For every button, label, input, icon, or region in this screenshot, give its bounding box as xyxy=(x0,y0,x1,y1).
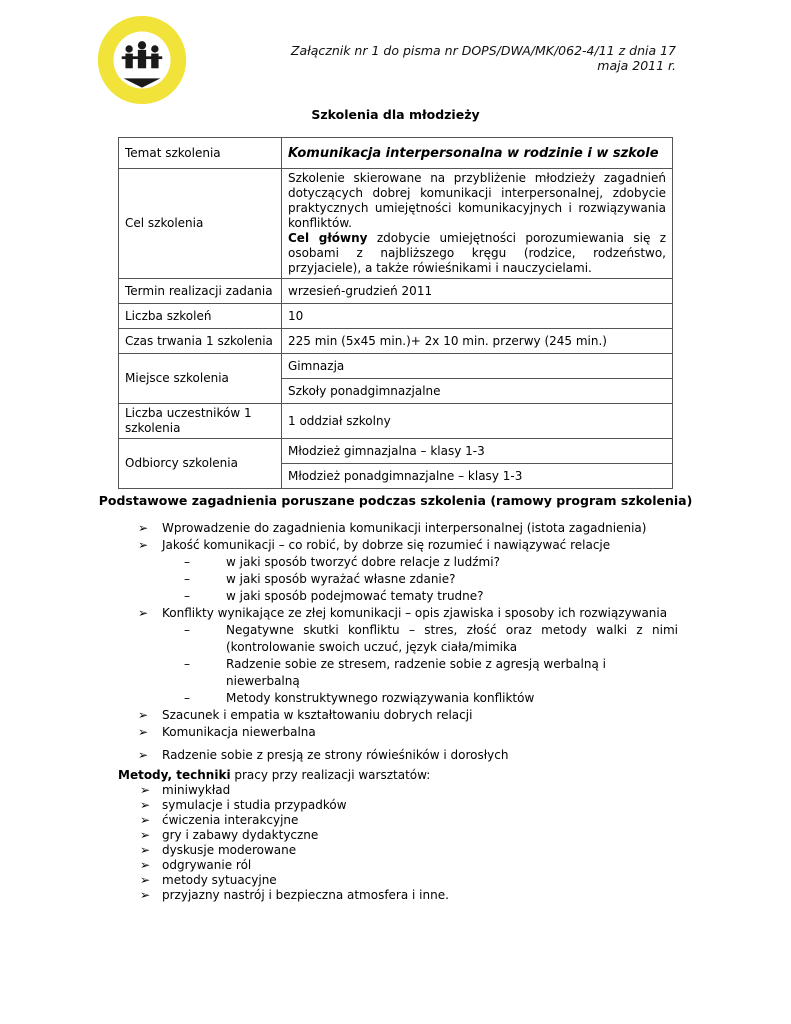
list-item: ➢ Jakość komunikacji – co robić, by dobrze się rozumieć i nawiązywać relacje – w jaki sposób tworzyć dobre relacje z ludźmi? – w jaki sposób wyrażać własne zdanie? – w jaki sposób podejmować tematy trudne? xyxy=(138,537,678,605)
dash-bullet-icon: – xyxy=(184,657,190,671)
sub-list-item: – Metody konstruktywnego rozwiązywania konfliktów xyxy=(184,691,535,705)
goal-label: Cel szkolenia xyxy=(119,169,282,279)
sub-list-item: – w jaki sposób wyrażać własne zdanie? xyxy=(184,572,456,586)
duration-value: 225 min (5x45 min.)+ 2x 10 min. przerwy (245 min.) xyxy=(282,329,673,354)
methods-heading-bold: Metody, techniki xyxy=(118,768,231,782)
list-item: ➢ dyskusje moderowane xyxy=(140,843,297,857)
dash-bullet-icon: – xyxy=(184,623,190,637)
list-item: ➢ metody sytuacyjne xyxy=(140,873,277,887)
arrow-bullet-icon: ➢ xyxy=(140,873,151,887)
methods-list xyxy=(118,783,678,903)
dash-bullet-icon: – xyxy=(184,555,190,569)
list-item: ➢ Komunikacja niewerbalna xyxy=(138,725,316,739)
arrow-bullet-icon: ➢ xyxy=(140,813,151,827)
sub-list-item: – w jaki sposób podejmować tematy trudne? xyxy=(184,589,484,603)
dash-bullet-icon: – xyxy=(184,691,190,705)
arrow-bullet-icon: ➢ xyxy=(138,725,149,739)
methods-section xyxy=(118,768,678,903)
list-item: ➢ miniwykład xyxy=(140,783,231,797)
recipients-label: Odbiorcy szkolenia xyxy=(119,439,282,489)
participants-label: Liczba uczestników 1 szkolenia xyxy=(119,404,282,439)
term-label: Termin realizacji zadania xyxy=(119,279,282,304)
list-item: ➢ gry i zabawy dydaktyczne xyxy=(140,828,319,842)
training-info-table xyxy=(118,137,673,489)
page-title: Szkolenia dla młodzieży xyxy=(311,107,480,122)
recipient-value-2: Młodzież ponadgimnazjalne – klasy 1-3 xyxy=(282,464,673,489)
place-label: Miejsce szkolenia xyxy=(119,354,282,404)
topic-value: Komunikacja interpersonalna w rodzinie i w szkole xyxy=(282,138,673,169)
topic-label: Temat szkolenia xyxy=(119,138,282,169)
count-label: Liczba szkoleń xyxy=(119,304,282,329)
list-item: ➢ przyjazny nastrój i bezpieczna atmosfera i inne. xyxy=(140,888,449,902)
recipient-value-1: Młodzież gimnazjalna – klasy 1-3 xyxy=(282,439,673,464)
main-goal-text: zdobycie umiejętności porozumiewania się z osobami z najbliższego kręgu (rodzice, rodzeństwo, przyjaciele), a także rówieśnikami i nauczycielami. xyxy=(288,231,667,275)
count-value: 10 xyxy=(282,304,673,329)
duration-label: Czas trwania 1 szkolenia xyxy=(119,329,282,354)
goal-text: Szkolenie skierowane na przybliżenie młodzieży zagadnień dotyczących dobrej komunikacji interpersonalnej, zdobycie praktycznych umiejętności komunikacyjnych i rozwiązywania konfliktów. xyxy=(288,171,666,230)
sub-list-item: – Negatywne skutki konfliktu – stres, złość oraz metody walki z nimi (kontrolowanie swoich uczuć, język ciała/mimika xyxy=(184,623,678,654)
methods-heading xyxy=(118,768,678,783)
term-value: wrzesień-grudzień 2011 xyxy=(282,279,673,304)
arrow-bullet-icon: ➢ xyxy=(140,843,151,857)
list-item: ➢ Radzenie sobie z presją ze strony rówieśników i dorosłych xyxy=(138,748,509,762)
dash-bullet-icon: – xyxy=(184,589,190,603)
arrow-bullet-icon: ➢ xyxy=(138,708,149,722)
goal-cell xyxy=(282,169,673,279)
arrow-bullet-icon: ➢ xyxy=(140,798,151,812)
place-value-1: Gimnazja xyxy=(282,354,673,379)
program-list xyxy=(138,520,678,764)
dash-bullet-icon: – xyxy=(184,572,190,586)
list-item: ➢ ćwiczenia interakcyjne xyxy=(140,813,299,827)
list-item: ➢ symulacje i studia przypadków xyxy=(140,798,347,812)
arrow-bullet-icon: ➢ xyxy=(138,748,149,762)
program-title: Podstawowe zagadnienia poruszane podczas szkolenia (ramowy program szkolenia) xyxy=(98,493,693,508)
sub-list-item: – Radzenie sobie ze stresem, radzenie sobie z agresją werbalną i niewerbalną xyxy=(184,657,606,688)
arrow-bullet-icon: ➢ xyxy=(138,606,149,620)
sub-list-item: – w jaki sposób tworzyć dobre relacje z ludźmi? xyxy=(184,555,500,569)
arrow-bullet-icon: ➢ xyxy=(140,888,151,902)
list-item: ➢ Konflikty wynikające ze złej komunikacji – opis zjawiska i sposoby ich rozwiązywania – Negatywne skutki konfliktu – stres, złość oraz metody walki z nimi (kontrolowanie swoich uczuć, język ciała/mimika – Radzenie sobie ze stresem, radzenie sobie z agresją werbalną i niewerbalną – Metody konstruktywnego rozwiązywania konfliktów xyxy=(138,606,678,705)
dops-logo xyxy=(96,14,188,106)
arrow-bullet-icon: ➢ xyxy=(140,783,151,797)
methods-heading-rest: pracy przy realizacji warsztatów: xyxy=(230,768,431,782)
main-goal-label: Cel główny xyxy=(288,231,368,245)
arrow-bullet-icon: ➢ xyxy=(138,538,149,552)
list-item: ➢ Szacunek i empatia w kształtowaniu dobrych relacji xyxy=(138,708,473,722)
arrow-bullet-icon: ➢ xyxy=(140,828,151,842)
participants-value: 1 oddział szkolny xyxy=(282,404,673,439)
arrow-bullet-icon: ➢ xyxy=(140,858,151,872)
list-item: ➢ Wprowadzenie do zagadnienia komunikacji interpersonalnej (istota zagadnienia) xyxy=(138,521,647,535)
arrow-bullet-icon: ➢ xyxy=(138,521,149,535)
header-note: Załącznik nr 1 do pisma nr DOPS/DWA/MK/062-4/11 z dnia 17 maja 2011 r. xyxy=(290,43,676,73)
list-item: ➢ odgrywanie ról xyxy=(140,858,252,872)
place-value-2: Szkoły ponadgimnazjalne xyxy=(282,379,673,404)
